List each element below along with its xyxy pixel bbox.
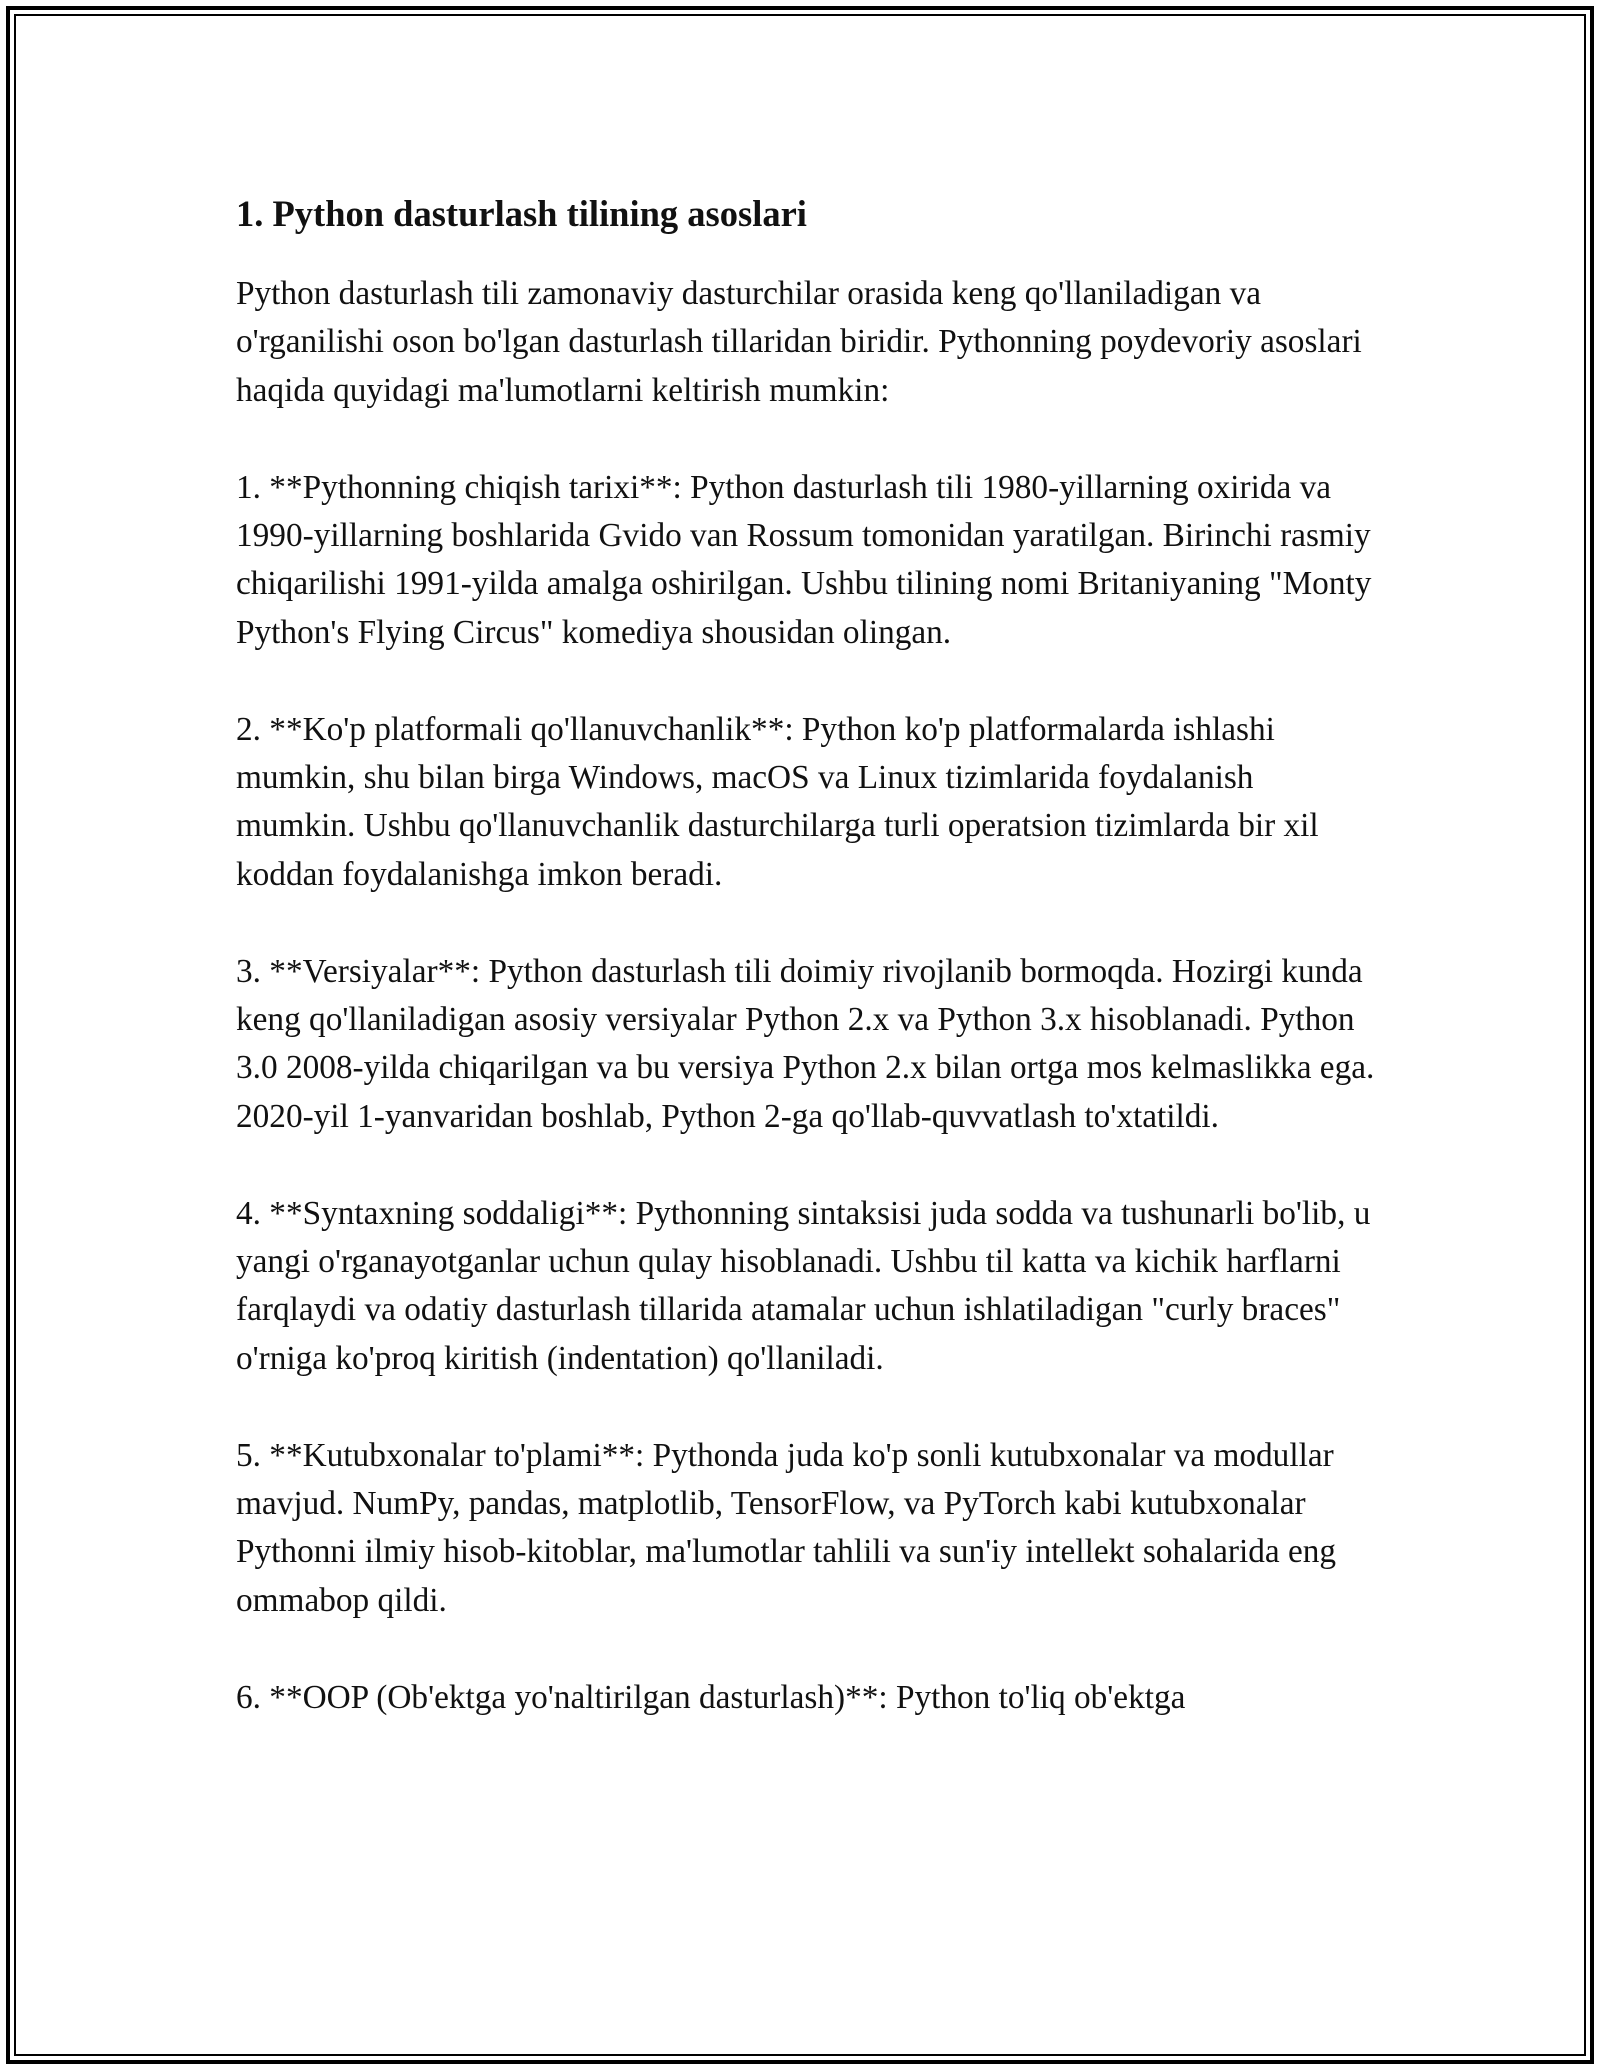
intro-paragraph: Python dasturlash tili zamonaviy dasturchilar orasida keng qo'llaniladigan va o'rganilishi oson bo'lgan dasturlash tillaridan biridir. Pythonning poydevoriy asoslari haqida quyidagi ma'lumotlarni keltirish mumkin:	[236, 275, 1362, 409]
document-body	[236, 183, 1376, 1722]
paragraph-oop: 6. **OOP (Ob'ektga yo'naltirilgan dasturlash)**: Python to'liq ob'ektga	[236, 1678, 1186, 1716]
paragraph-syntax: 4. **Syntaxning soddaligi**: Pythonning sintaksisi juda sodda va tushunarli bo'lib, u yangi o'rganayotganlar uchun qulay hisoblanadi. Ushbu til katta va kichik harflarni farqlaydi va odatiy dasturlash tillarida atamalar uchun ishlatiladigan "curly braces" o'rniga ko'proq kiritish (indentation) qo'llaniladi.	[236, 1194, 1371, 1377]
document-title: 1. Python dasturlash tilining asoslari	[236, 193, 807, 234]
paragraph-versions: 3. **Versiyalar**: Python dasturlash tili doimiy rivojlanib bormoqda. Hozirgi kunda keng qo'llaniladigan asosiy versiyalar Python 2.x va Python 3.x hisoblanadi. Python 3.0 2008-yilda chiqarilgan va bu versiya Python 2.x bilan ortga mos kelmaslikka ega. 2020-yil 1-yanvaridan boshlab, Python 2-ga qo'llab-quvvatlash to'xtatildi.	[236, 952, 1375, 1135]
paragraph-history: 1. **Pythonning chiqish tarixi**: Python dasturlash tili 1980-yillarning oxirida va 1990-yillarning boshlarida Gvido van Rossum tomonidan yaratilgan. Birinchi rasmiy chiqarilishi 1991-yilda amalga oshirilgan. Ushbu tilining nomi Britaniyaning "Monty Python's Flying Circus" komediya shousidan olingan.	[236, 468, 1372, 651]
paragraph-libraries: 5. **Kutubxonalar to'plami**: Pythonda juda ko'p sonli kutubxonalar va modullar mavjud. NumPy, pandas, matplotlib, TensorFlow, va PyTorch kabi kutubxonalar Pythonni ilmiy hisob-kitoblar, ma'lumotlar tahlili va sun'iy intellekt sohalarida eng ommabop qildi.	[236, 1436, 1337, 1619]
paragraph-cross-platform: 2. **Ko'p platformali qo'llanuvchanlik**: Python ko'p platformalarda ishlashi mumkin, shu bilan birga Windows, macOS va Linux tizimlarida foydalanish mumkin. Ushbu qo'llanuvchanlik dasturchilarga turli operatsion tizimlarda bir xil koddan foydalanishga imkon beradi.	[236, 710, 1319, 893]
